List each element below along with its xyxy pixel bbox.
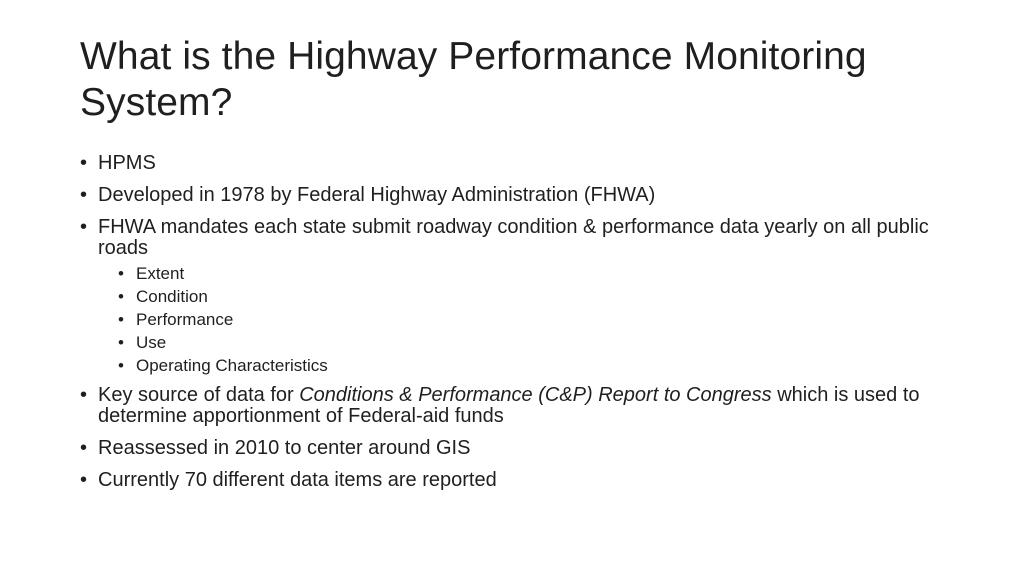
bullet-text: FHWA mandates each state submit roadway condition & performance data yearly on all public roads: [98, 216, 929, 259]
sub-bullet-text: Extent: [136, 264, 185, 283]
bullet-dot-icon: •: [80, 216, 88, 238]
bullet-dot-icon: •: [118, 356, 124, 375]
sub-bullet-text: Condition: [136, 287, 208, 306]
sub-bullet-item-performance: [80, 310, 950, 329]
bullet-text-pre: Key source of data for: [98, 384, 300, 406]
sub-bullet-item-use: [80, 333, 950, 352]
bullet-dot-icon: •: [80, 437, 88, 459]
bullet-dot-icon: •: [80, 152, 88, 174]
bullet-dot-icon: •: [80, 184, 88, 206]
bullet-dot-icon: •: [80, 469, 88, 491]
bullet-item-mandates: [80, 217, 950, 259]
sub-bullet-text: Performance: [136, 310, 234, 329]
bullet-text: Currently 70 different data items are reported: [98, 469, 497, 491]
bullet-dot-icon: •: [118, 264, 124, 283]
report-title-italic: Conditions & Performance (C&P) Report to Congress: [299, 384, 772, 406]
bullet-text: Developed in 1978 by Federal Highway Administration (FHWA): [98, 184, 656, 206]
sub-bullet-item-condition: [80, 287, 950, 306]
bullet-text: Reassessed in 2010 to center around GIS: [98, 437, 471, 459]
bullet-text: HPMS: [98, 152, 156, 174]
bullet-dot-icon: •: [80, 384, 88, 406]
sub-bullet-item-operating-characteristics: [80, 356, 950, 375]
bullet-item-data-items: [80, 470, 950, 491]
bullet-item-reassessed: [80, 438, 950, 459]
bullet-item-developed: [80, 185, 950, 206]
sub-bullet-text: Operating Characteristics: [136, 356, 328, 375]
bullet-text-post: which is used to determine apportionment of Federal-aid funds: [98, 384, 920, 427]
sub-bullet-text: Use: [136, 333, 167, 352]
slide-title: What is the Highway Performance Monitoring System?: [80, 35, 867, 124]
bullet-dot-icon: •: [118, 333, 124, 352]
bullet-list: [80, 153, 950, 502]
bullet-item-key-source: [80, 385, 950, 427]
sub-bullet-list: [80, 264, 950, 375]
bullet-dot-icon: •: [118, 310, 124, 329]
bullet-dot-icon: •: [118, 287, 124, 306]
sub-bullet-item-extent: [80, 264, 950, 283]
bullet-item-hpms: [80, 153, 950, 174]
